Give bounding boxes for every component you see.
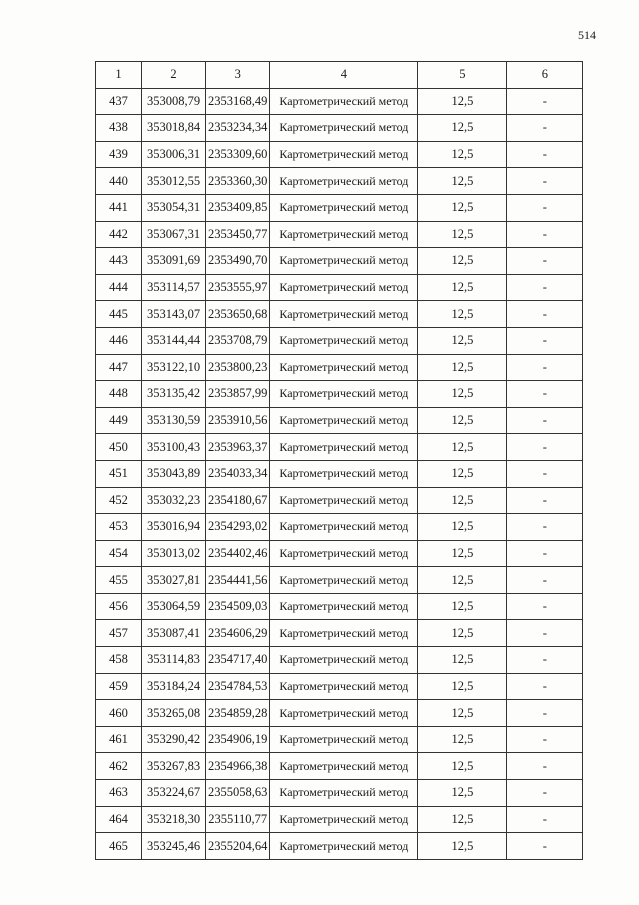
method-cell: Картометрический метод	[270, 168, 418, 195]
table-row	[96, 753, 583, 780]
note-cell: -	[507, 274, 583, 301]
page-number: 514	[578, 28, 596, 42]
column-header: 1	[96, 62, 142, 89]
table-row	[96, 726, 583, 753]
y-coordinate-cell: 2354180,67	[206, 487, 270, 514]
accuracy-cell: 12,5	[418, 115, 507, 142]
column-header: 2	[142, 62, 206, 89]
point-number-cell: 443	[96, 248, 142, 275]
point-number-cell: 463	[96, 780, 142, 807]
x-coordinate-cell: 353067,31	[142, 221, 206, 248]
note-cell: -	[507, 700, 583, 727]
table-row	[96, 514, 583, 541]
y-coordinate-cell: 2353409,85	[206, 194, 270, 221]
table-row	[96, 620, 583, 647]
method-cell: Картометрический метод	[270, 620, 418, 647]
method-cell: Картометрический метод	[270, 115, 418, 142]
x-coordinate-cell: 353290,42	[142, 726, 206, 753]
y-coordinate-cell: 2354906,19	[206, 726, 270, 753]
accuracy-cell: 12,5	[418, 567, 507, 594]
accuracy-cell: 12,5	[418, 141, 507, 168]
point-number-cell: 465	[96, 833, 142, 860]
y-coordinate-cell: 2353360,30	[206, 168, 270, 195]
method-cell: Картометрический метод	[270, 274, 418, 301]
table-row	[96, 168, 583, 195]
note-cell: -	[507, 460, 583, 487]
accuracy-cell: 12,5	[418, 540, 507, 567]
table-row	[96, 487, 583, 514]
y-coordinate-cell: 2354859,28	[206, 700, 270, 727]
column-header: 4	[270, 62, 418, 89]
note-cell: -	[507, 354, 583, 381]
x-coordinate-cell: 353184,24	[142, 673, 206, 700]
method-cell: Картометрический метод	[270, 487, 418, 514]
method-cell: Картометрический метод	[270, 434, 418, 461]
y-coordinate-cell: 2354606,29	[206, 620, 270, 647]
accuracy-cell: 12,5	[418, 833, 507, 860]
method-cell: Картометрический метод	[270, 753, 418, 780]
note-cell: -	[507, 540, 583, 567]
point-number-cell: 460	[96, 700, 142, 727]
x-coordinate-cell: 353054,31	[142, 194, 206, 221]
point-number-cell: 456	[96, 593, 142, 620]
table-row	[96, 248, 583, 275]
point-number-cell: 453	[96, 514, 142, 541]
table-row	[96, 593, 583, 620]
accuracy-cell: 12,5	[418, 647, 507, 674]
note-cell: -	[507, 673, 583, 700]
point-number-cell: 452	[96, 487, 142, 514]
note-cell: -	[507, 327, 583, 354]
method-cell: Картометрический метод	[270, 407, 418, 434]
accuracy-cell: 12,5	[418, 168, 507, 195]
method-cell: Картометрический метод	[270, 567, 418, 594]
table-row	[96, 381, 583, 408]
note-cell: -	[507, 833, 583, 860]
method-cell: Картометрический метод	[270, 514, 418, 541]
table-row	[96, 141, 583, 168]
y-coordinate-cell: 2353309,60	[206, 141, 270, 168]
x-coordinate-cell: 353114,83	[142, 647, 206, 674]
table-row	[96, 434, 583, 461]
table-row	[96, 354, 583, 381]
y-coordinate-cell: 2353910,56	[206, 407, 270, 434]
accuracy-cell: 12,5	[418, 620, 507, 647]
x-coordinate-cell: 353245,46	[142, 833, 206, 860]
table-body	[96, 88, 583, 859]
point-number-cell: 459	[96, 673, 142, 700]
table-row	[96, 673, 583, 700]
accuracy-cell: 12,5	[418, 88, 507, 115]
table-row	[96, 221, 583, 248]
coordinates-table	[95, 61, 583, 860]
x-coordinate-cell: 353218,30	[142, 806, 206, 833]
point-number-cell: 441	[96, 194, 142, 221]
point-number-cell: 437	[96, 88, 142, 115]
point-number-cell: 451	[96, 460, 142, 487]
accuracy-cell: 12,5	[418, 673, 507, 700]
point-number-cell: 449	[96, 407, 142, 434]
note-cell: -	[507, 221, 583, 248]
x-coordinate-cell: 353130,59	[142, 407, 206, 434]
x-coordinate-cell: 353006,31	[142, 141, 206, 168]
table-row	[96, 274, 583, 301]
method-cell: Картометрический метод	[270, 327, 418, 354]
x-coordinate-cell: 353043,89	[142, 460, 206, 487]
accuracy-cell: 12,5	[418, 327, 507, 354]
accuracy-cell: 12,5	[418, 434, 507, 461]
method-cell: Картометрический метод	[270, 647, 418, 674]
method-cell: Картометрический метод	[270, 354, 418, 381]
y-coordinate-cell: 2353450,77	[206, 221, 270, 248]
note-cell: -	[507, 194, 583, 221]
note-cell: -	[507, 753, 583, 780]
x-coordinate-cell: 353224,67	[142, 780, 206, 807]
method-cell: Картометрический метод	[270, 194, 418, 221]
point-number-cell: 454	[96, 540, 142, 567]
y-coordinate-cell: 2353963,37	[206, 434, 270, 461]
table-row	[96, 407, 583, 434]
point-number-cell: 439	[96, 141, 142, 168]
method-cell: Картометрический метод	[270, 301, 418, 328]
note-cell: -	[507, 115, 583, 142]
y-coordinate-cell: 2354784,53	[206, 673, 270, 700]
method-cell: Картометрический метод	[270, 593, 418, 620]
x-coordinate-cell: 353032,23	[142, 487, 206, 514]
accuracy-cell: 12,5	[418, 780, 507, 807]
accuracy-cell: 12,5	[418, 700, 507, 727]
x-coordinate-cell: 353016,94	[142, 514, 206, 541]
note-cell: -	[507, 434, 583, 461]
method-cell: Картометрический метод	[270, 540, 418, 567]
accuracy-cell: 12,5	[418, 753, 507, 780]
y-coordinate-cell: 2354441,56	[206, 567, 270, 594]
accuracy-cell: 12,5	[418, 381, 507, 408]
accuracy-cell: 12,5	[418, 194, 507, 221]
note-cell: -	[507, 168, 583, 195]
accuracy-cell: 12,5	[418, 248, 507, 275]
note-cell: -	[507, 487, 583, 514]
accuracy-cell: 12,5	[418, 221, 507, 248]
note-cell: -	[507, 806, 583, 833]
y-coordinate-cell: 2355204,64	[206, 833, 270, 860]
column-header: 3	[206, 62, 270, 89]
y-coordinate-cell: 2354509,03	[206, 593, 270, 620]
x-coordinate-cell: 353143,07	[142, 301, 206, 328]
method-cell: Картометрический метод	[270, 141, 418, 168]
point-number-cell: 445	[96, 301, 142, 328]
point-number-cell: 455	[96, 567, 142, 594]
point-number-cell: 462	[96, 753, 142, 780]
table-row	[96, 115, 583, 142]
point-number-cell: 458	[96, 647, 142, 674]
y-coordinate-cell: 2354033,34	[206, 460, 270, 487]
point-number-cell: 461	[96, 726, 142, 753]
point-number-cell: 464	[96, 806, 142, 833]
note-cell: -	[507, 567, 583, 594]
x-coordinate-cell: 353135,42	[142, 381, 206, 408]
y-coordinate-cell: 2353857,99	[206, 381, 270, 408]
point-number-cell: 440	[96, 168, 142, 195]
note-cell: -	[507, 647, 583, 674]
y-coordinate-cell: 2354402,46	[206, 540, 270, 567]
method-cell: Картометрический метод	[270, 700, 418, 727]
point-number-cell: 442	[96, 221, 142, 248]
accuracy-cell: 12,5	[418, 806, 507, 833]
accuracy-cell: 12,5	[418, 593, 507, 620]
x-coordinate-cell: 353064,59	[142, 593, 206, 620]
table-row	[96, 194, 583, 221]
table-row	[96, 833, 583, 860]
table-row	[96, 460, 583, 487]
note-cell: -	[507, 141, 583, 168]
accuracy-cell: 12,5	[418, 301, 507, 328]
table-row	[96, 780, 583, 807]
point-number-cell: 446	[96, 327, 142, 354]
note-cell: -	[507, 381, 583, 408]
column-header: 6	[507, 62, 583, 89]
note-cell: -	[507, 88, 583, 115]
table-header-row	[96, 62, 583, 89]
accuracy-cell: 12,5	[418, 514, 507, 541]
point-number-cell: 444	[96, 274, 142, 301]
accuracy-cell: 12,5	[418, 274, 507, 301]
y-coordinate-cell: 2354293,02	[206, 514, 270, 541]
table-row	[96, 567, 583, 594]
table-row	[96, 88, 583, 115]
x-coordinate-cell: 353013,02	[142, 540, 206, 567]
accuracy-cell: 12,5	[418, 487, 507, 514]
note-cell: -	[507, 726, 583, 753]
y-coordinate-cell: 2353555,97	[206, 274, 270, 301]
table-row	[96, 540, 583, 567]
note-cell: -	[507, 248, 583, 275]
y-coordinate-cell: 2353800,23	[206, 354, 270, 381]
note-cell: -	[507, 593, 583, 620]
y-coordinate-cell: 2353708,79	[206, 327, 270, 354]
y-coordinate-cell: 2354966,38	[206, 753, 270, 780]
x-coordinate-cell: 353012,55	[142, 168, 206, 195]
note-cell: -	[507, 620, 583, 647]
y-coordinate-cell: 2353650,68	[206, 301, 270, 328]
method-cell: Картометрический метод	[270, 673, 418, 700]
table-row	[96, 806, 583, 833]
table-row	[96, 700, 583, 727]
note-cell: -	[507, 407, 583, 434]
method-cell: Картометрический метод	[270, 248, 418, 275]
accuracy-cell: 12,5	[418, 726, 507, 753]
note-cell: -	[507, 780, 583, 807]
x-coordinate-cell: 353267,83	[142, 753, 206, 780]
y-coordinate-cell: 2355110,77	[206, 806, 270, 833]
x-coordinate-cell: 353114,57	[142, 274, 206, 301]
y-coordinate-cell: 2353234,34	[206, 115, 270, 142]
x-coordinate-cell: 353018,84	[142, 115, 206, 142]
x-coordinate-cell: 353265,08	[142, 700, 206, 727]
coordinates-table-container	[95, 61, 583, 860]
point-number-cell: 448	[96, 381, 142, 408]
table-row	[96, 301, 583, 328]
point-number-cell: 457	[96, 620, 142, 647]
y-coordinate-cell: 2355058,63	[206, 780, 270, 807]
point-number-cell: 450	[96, 434, 142, 461]
table-row	[96, 647, 583, 674]
accuracy-cell: 12,5	[418, 460, 507, 487]
y-coordinate-cell: 2354717,40	[206, 647, 270, 674]
column-header: 5	[418, 62, 507, 89]
x-coordinate-cell: 353122,10	[142, 354, 206, 381]
method-cell: Картометрический метод	[270, 780, 418, 807]
y-coordinate-cell: 2353490,70	[206, 248, 270, 275]
x-coordinate-cell: 353091,69	[142, 248, 206, 275]
accuracy-cell: 12,5	[418, 354, 507, 381]
method-cell: Картометрический метод	[270, 726, 418, 753]
method-cell: Картометрический метод	[270, 806, 418, 833]
x-coordinate-cell: 353027,81	[142, 567, 206, 594]
x-coordinate-cell: 353100,43	[142, 434, 206, 461]
point-number-cell: 447	[96, 354, 142, 381]
method-cell: Картометрический метод	[270, 88, 418, 115]
table-row	[96, 327, 583, 354]
note-cell: -	[507, 301, 583, 328]
y-coordinate-cell: 2353168,49	[206, 88, 270, 115]
method-cell: Картометрический метод	[270, 460, 418, 487]
x-coordinate-cell: 353087,41	[142, 620, 206, 647]
accuracy-cell: 12,5	[418, 407, 507, 434]
note-cell: -	[507, 514, 583, 541]
method-cell: Картометрический метод	[270, 381, 418, 408]
method-cell: Картометрический метод	[270, 833, 418, 860]
x-coordinate-cell: 353008,79	[142, 88, 206, 115]
x-coordinate-cell: 353144,44	[142, 327, 206, 354]
method-cell: Картометрический метод	[270, 221, 418, 248]
point-number-cell: 438	[96, 115, 142, 142]
